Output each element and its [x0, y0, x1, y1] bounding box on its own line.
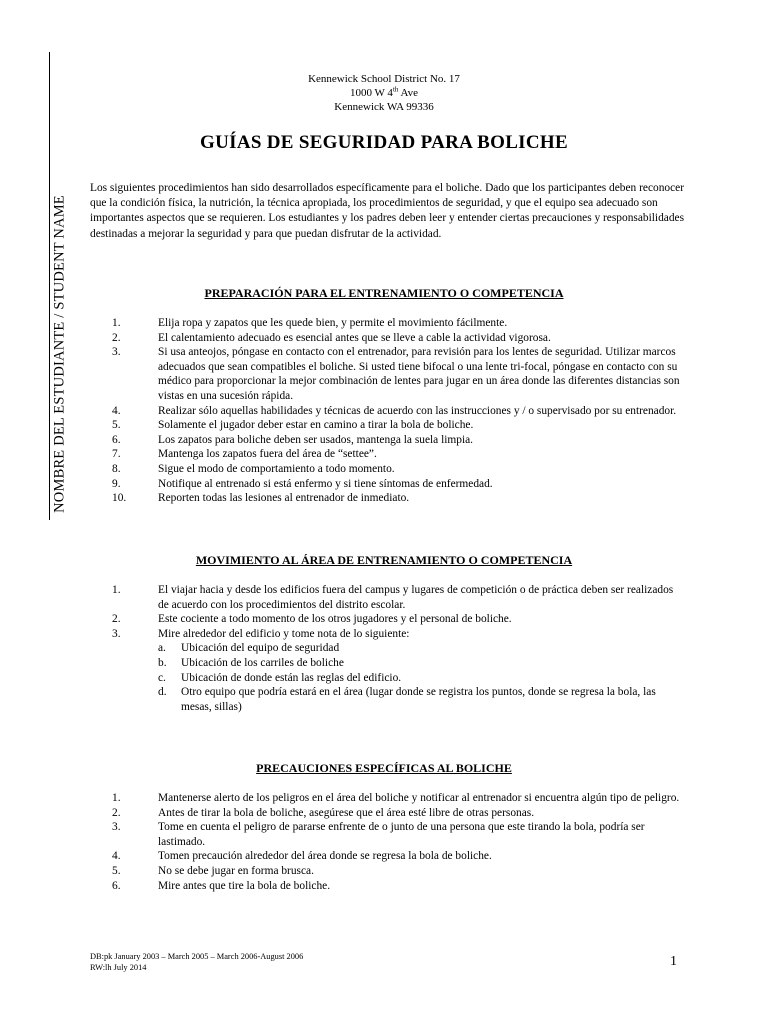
- section-heading-preparacion: PREPARACIÓN PARA EL ENTRENAMIENTO O COMPETENCIA: [204, 286, 564, 300]
- list-item-number: 8.: [112, 462, 121, 475]
- list-item: [0, 433, 768, 448]
- list-item-text: Los zapatos para boliche deben ser usados, mantenga la suela limpia.: [158, 433, 474, 446]
- list-subitem: [0, 671, 768, 686]
- list-item: [0, 462, 768, 477]
- list-item: [0, 316, 768, 331]
- list-item: [0, 612, 768, 627]
- list-item-text: No se debe jugar en forma brusca.: [158, 864, 314, 877]
- list-item: [0, 477, 768, 492]
- list-item-text: Notifique al entrenado si está enfermo y si tiene síntomas de enfermedad.: [158, 477, 493, 490]
- list-item: [0, 849, 768, 864]
- list-item: [0, 583, 768, 612]
- list-item-text: Antes de tirar la bola de boliche, asegúrese que el área esté libre de otras personas.: [158, 806, 535, 819]
- list-item-text: Si usa anteojos, póngase en contacto con el entrenador, para revisión para los lentes de seguridad. Utilizar marcos adecuados que sean compatibles el boliche. Si usted tiene bifocal o una lente tri-focal, póngase en contacto con su médico para proporcionar la mejor combinación de lentes para jugar en un área donde las diferentes distancias son vistas en una sucesión rápida.: [158, 346, 680, 402]
- list-subitem: [0, 641, 768, 656]
- list-item-text: Realizar sólo aquellas habilidades y técnicas de acuerdo con las instrucciones y / o supervisado por su entrenador.: [158, 404, 677, 417]
- list-item-text: Solamente el jugador deber estar en camino a tirar la bola de boliche.: [158, 419, 474, 432]
- list-item-number: 4.: [112, 850, 121, 863]
- list-item: [0, 331, 768, 346]
- list-item-text: Reporten todas las lesiones al entrenador de inmediato.: [158, 492, 410, 505]
- list-subitem-letter: b.: [158, 656, 167, 669]
- list-item-number: 10.: [112, 492, 127, 505]
- revision-line-1: DB:pk January 2003 – March 2005 – March 2006-August 2006: [90, 952, 304, 961]
- revision-line-2: RW:lh July 2014: [90, 962, 147, 972]
- list-item-number: 1.: [112, 584, 121, 596]
- list-item-text: Sigue el modo de comportamiento a todo momento.: [158, 462, 395, 475]
- list-subitem-text: Ubicación de los carriles de boliche: [181, 656, 344, 669]
- list-item: [0, 345, 768, 403]
- list-item: [0, 404, 768, 419]
- list-subitem-text: Ubicación del equipo de seguridad: [181, 642, 340, 655]
- list-item-text: El viajar hacia y desde los edificios fuera del campus y lugares de competición o de práctica deben ser realizados de acuerdo con los procedimientos del distrito escolar.: [158, 584, 674, 611]
- list-item-number: 4.: [112, 404, 121, 417]
- list-precauciones: [0, 791, 768, 893]
- list-item-text: Mantenerse alerto de los peligros en el área del boliche y notificar al entrenador si encuentra algún tipo de peligro.: [158, 792, 680, 804]
- list-subitem-letter: c.: [158, 671, 166, 684]
- list-item-number: 3.: [112, 627, 121, 640]
- list-item-text: Mire antes que tire la bola de boliche.: [158, 879, 331, 892]
- district-name: Kennewick School District No. 17: [308, 73, 460, 85]
- list-item-number: 1.: [112, 792, 121, 804]
- list-item: [0, 820, 768, 849]
- list-item-number: 5.: [112, 419, 121, 432]
- list-item-text: Este cociente a todo momento de los otros jugadores y el personal de boliche.: [158, 613, 512, 626]
- district-street: 1000 W 4th Ave: [349, 85, 419, 99]
- list-item-number: 6.: [112, 879, 121, 892]
- list-item-text: El calentamiento adecuado es esencial antes que se lleve a cable la actividad vigorosa.: [158, 331, 551, 344]
- page-title: GUÍAS DE SEGURIDAD PARA BOLICHE: [200, 132, 568, 153]
- district-city: Kennewick WA 99336: [334, 101, 434, 113]
- list-item-number: 3.: [112, 346, 121, 359]
- list-item-text: Elija ropa y zapatos que les quede bien, y permite el movimiento fácilmente.: [158, 317, 508, 329]
- list-item-text: Mire alrededor del edificio y tome nota de lo siguiente:: [158, 627, 410, 640]
- list-item: [0, 491, 768, 506]
- list-item: [0, 418, 768, 433]
- list-subitem: [0, 685, 768, 714]
- list-subitem-letter: a.: [158, 642, 166, 655]
- list-item-text: Tome en cuenta el peligro de pararse enfrente de o junto de una persona que este tirando la bola, podría ser lastimado.: [158, 821, 645, 848]
- list-item-number: 7.: [112, 448, 121, 461]
- list-item: [0, 806, 768, 821]
- list-item: [0, 447, 768, 462]
- list-preparacion: [0, 316, 768, 506]
- list-item-number: 2.: [112, 613, 121, 626]
- list-item-text: Tomen precaución alrededor del área donde se regresa la bola de boliche.: [158, 850, 492, 863]
- student-name-label: NOMBRE DEL ESTUDIANTE / STUDENT NAME: [51, 195, 68, 513]
- list-item: [0, 627, 768, 642]
- district-header: [0, 72, 768, 114]
- revision-footer: [90, 952, 303, 973]
- section-heading-precauciones: PRECAUCIONES ESPECÍFICAS AL BOLICHE: [256, 761, 512, 775]
- list-item-number: 1.: [112, 317, 121, 329]
- list-subitem-text: Otro equipo que podría estará en el área (lugar donde se registra los puntos, donde se regresa la bola, las mesas, sillas): [181, 686, 656, 713]
- list-item-number: 2.: [112, 331, 121, 344]
- intro-paragraph: Los siguientes procedimientos han sido desarrollados específicamente para el boliche. Dado que los participantes deben reconocer que la condición física, la nutrición, la técnica apropiada, los procedimientos de seguridad, y que el equipo sea adecuado son importantes aspectos que se requieren. Los estudiantes y los padres deben leer y entender ciertas precauciones y responsabilidades destinadas a mejorar la seguridad y para que puedan disfrutar de la actividad.: [90, 182, 684, 240]
- list-subitem-letter: d.: [158, 686, 167, 699]
- list-item: [0, 864, 768, 879]
- section-heading-movimiento: MOVIMIENTO AL ÁREA DE ENTRENAMIENTO O COMPETENCIA: [195, 553, 573, 567]
- list-item: [0, 791, 768, 806]
- list-movimiento: [0, 583, 768, 714]
- list-item-number: 3.: [112, 821, 121, 834]
- list-item-number: 9.: [112, 477, 121, 490]
- list-item-number: 6.: [112, 433, 121, 446]
- list-item: [0, 879, 768, 894]
- list-item-number: 2.: [112, 806, 121, 819]
- list-item-text: Mantenga los zapatos fuera del área de “settee”.: [158, 448, 377, 461]
- page-number: 1: [670, 954, 677, 969]
- list-subitem-text: Ubicación de donde están las reglas del edificio.: [181, 671, 402, 684]
- list-subitem: [0, 656, 768, 671]
- list-item-number: 5.: [112, 864, 121, 877]
